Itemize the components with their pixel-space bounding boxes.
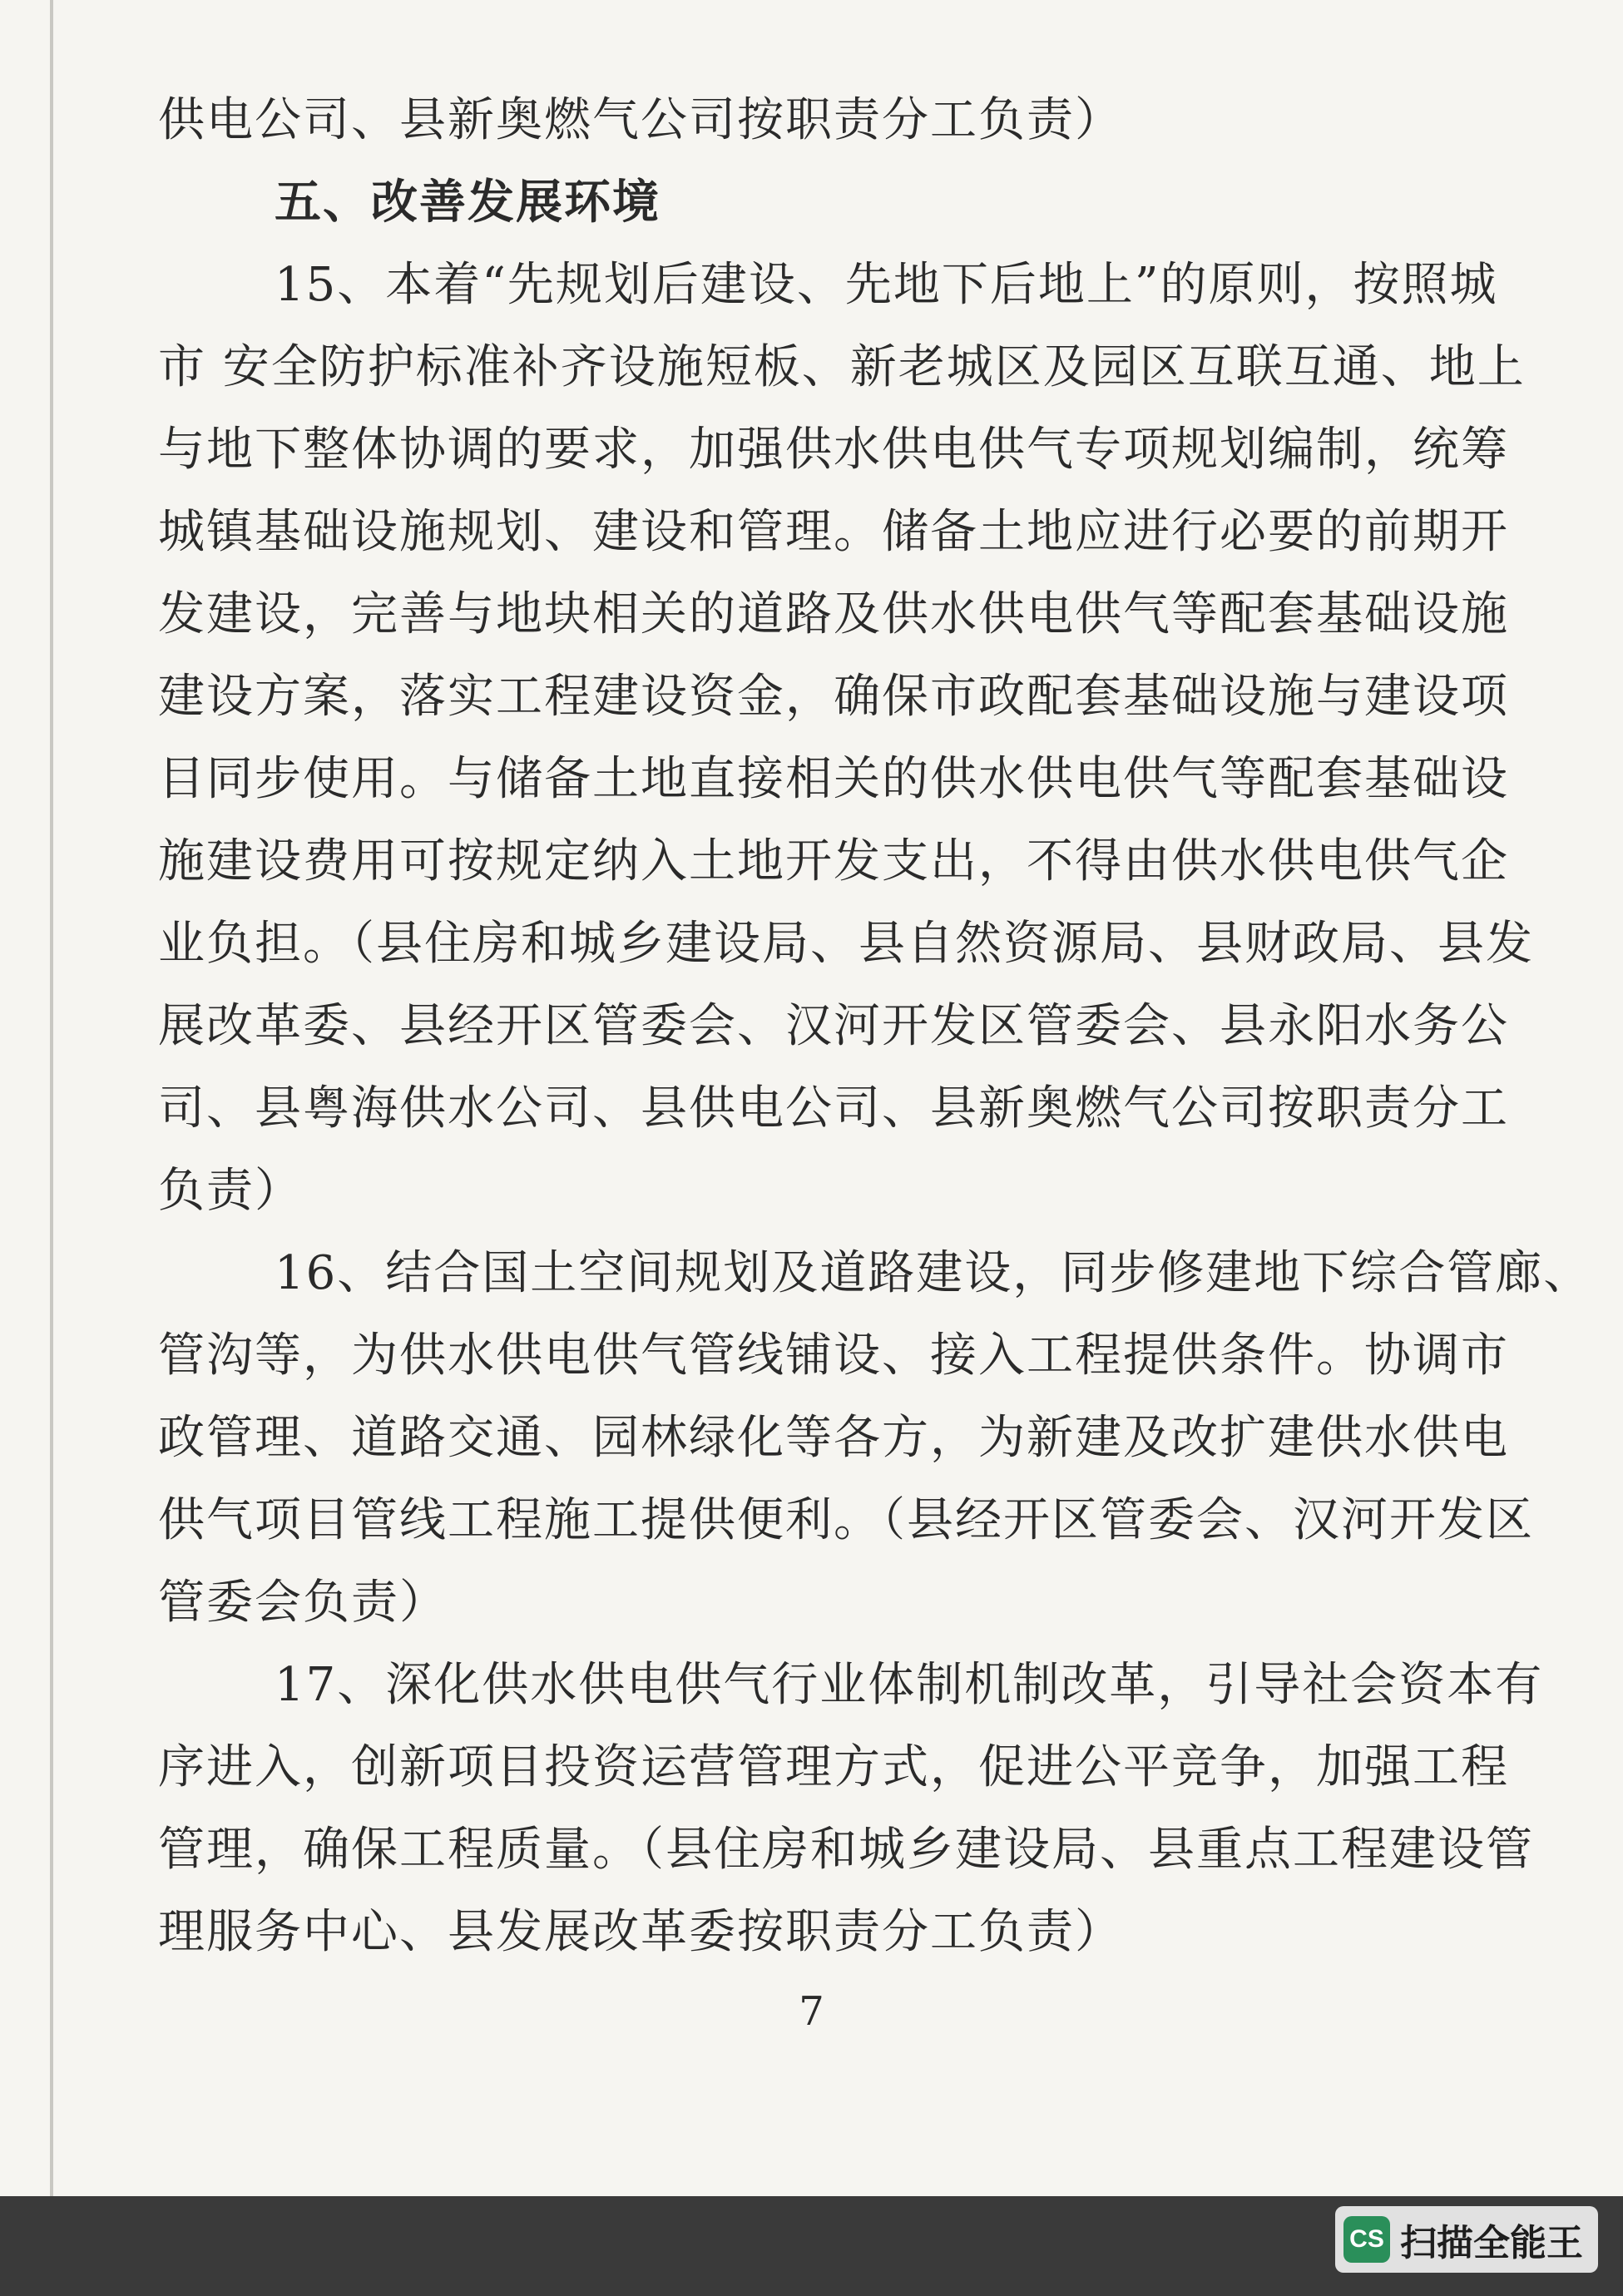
text-line: 业负担。（县住房和城乡建设局、县自然资源局、县财政局、县发 [158,917,1534,971]
camscanner-logo-icon: CS [1343,2216,1390,2263]
text-line: 施建设费用可按规定纳入土地开发支出，不得由供水供电供气企 [158,834,1509,888]
scan-background [0,2196,1623,2296]
watermark-text: 扫描全能王 [1400,2222,1583,2264]
text-line: 展改革委、县经开区管委会、汉河开发区管委会、县永阳水务公 [158,999,1509,1053]
text-line: 司、县粤海供水公司、县供电公司、县新奥燃气公司按职责分工 [158,1081,1509,1136]
paragraph-start: 16、结合国土空间规划及道路建设，同步修建地下综合管廊、 [275,1246,1592,1300]
text-line: 供气项目管线工程施工提供便利。（县经开区管委会、汉河开发区 [158,1493,1534,1547]
text-line: 管委会负责） [158,1576,448,1630]
text-line: 目同步使用。与储备土地直接相关的供水供电供气等配套基础设 [158,752,1509,806]
section-heading: 五、改善发展环境 [275,175,661,230]
text-line: 建设方案，落实工程建设资金，确保市政配套基础设施与建设项 [158,670,1509,724]
text-line: 序进入，创新项目投资运营管理方式，促进公平竞争，加强工程 [158,1740,1509,1794]
text-line: 市 安全防护标准补齐设施短板、新老城区及园区互联互通、地上 [158,340,1526,394]
paragraph-start: 15、本着“先规划后建设、先地下后地上”的原则，按照城 [275,258,1498,312]
text-line: 负责） [158,1164,303,1218]
scanner-watermark [1335,2206,1598,2273]
text-line: 与地下整体协调的要求，加强供水供电供气专项规划编制，统筹 [158,423,1509,477]
text-line: 管沟等，为供水供电供气管线铺设、接入工程提供条件。协调市 [158,1329,1509,1383]
document-body [158,79,1592,1973]
text-line: 管理，确保工程质量。（县住房和城乡建设局、县重点工程建设管 [158,1823,1534,1877]
text-line: 理服务中心、县发展改革委按职责分工负责） [158,1905,1123,1959]
text-line: 供电公司、县新奥燃气公司按职责分工负责） [158,93,1123,147]
text-line: 发建设，完善与地块相关的道路及供水供电供气等配套基础设施 [158,587,1509,641]
text-line: 政管理、道路交通、园林绿化等各方，为新建及改扩建供水供电 [158,1411,1509,1465]
paragraph-start: 17、深化供水供电供气行业体制机制改革，引导社会资本有 [275,1658,1544,1712]
page-number: 7 [799,1988,824,2035]
text-line: 城镇基础设施规划、建设和管理。储备土地应进行必要的前期开 [158,505,1509,559]
